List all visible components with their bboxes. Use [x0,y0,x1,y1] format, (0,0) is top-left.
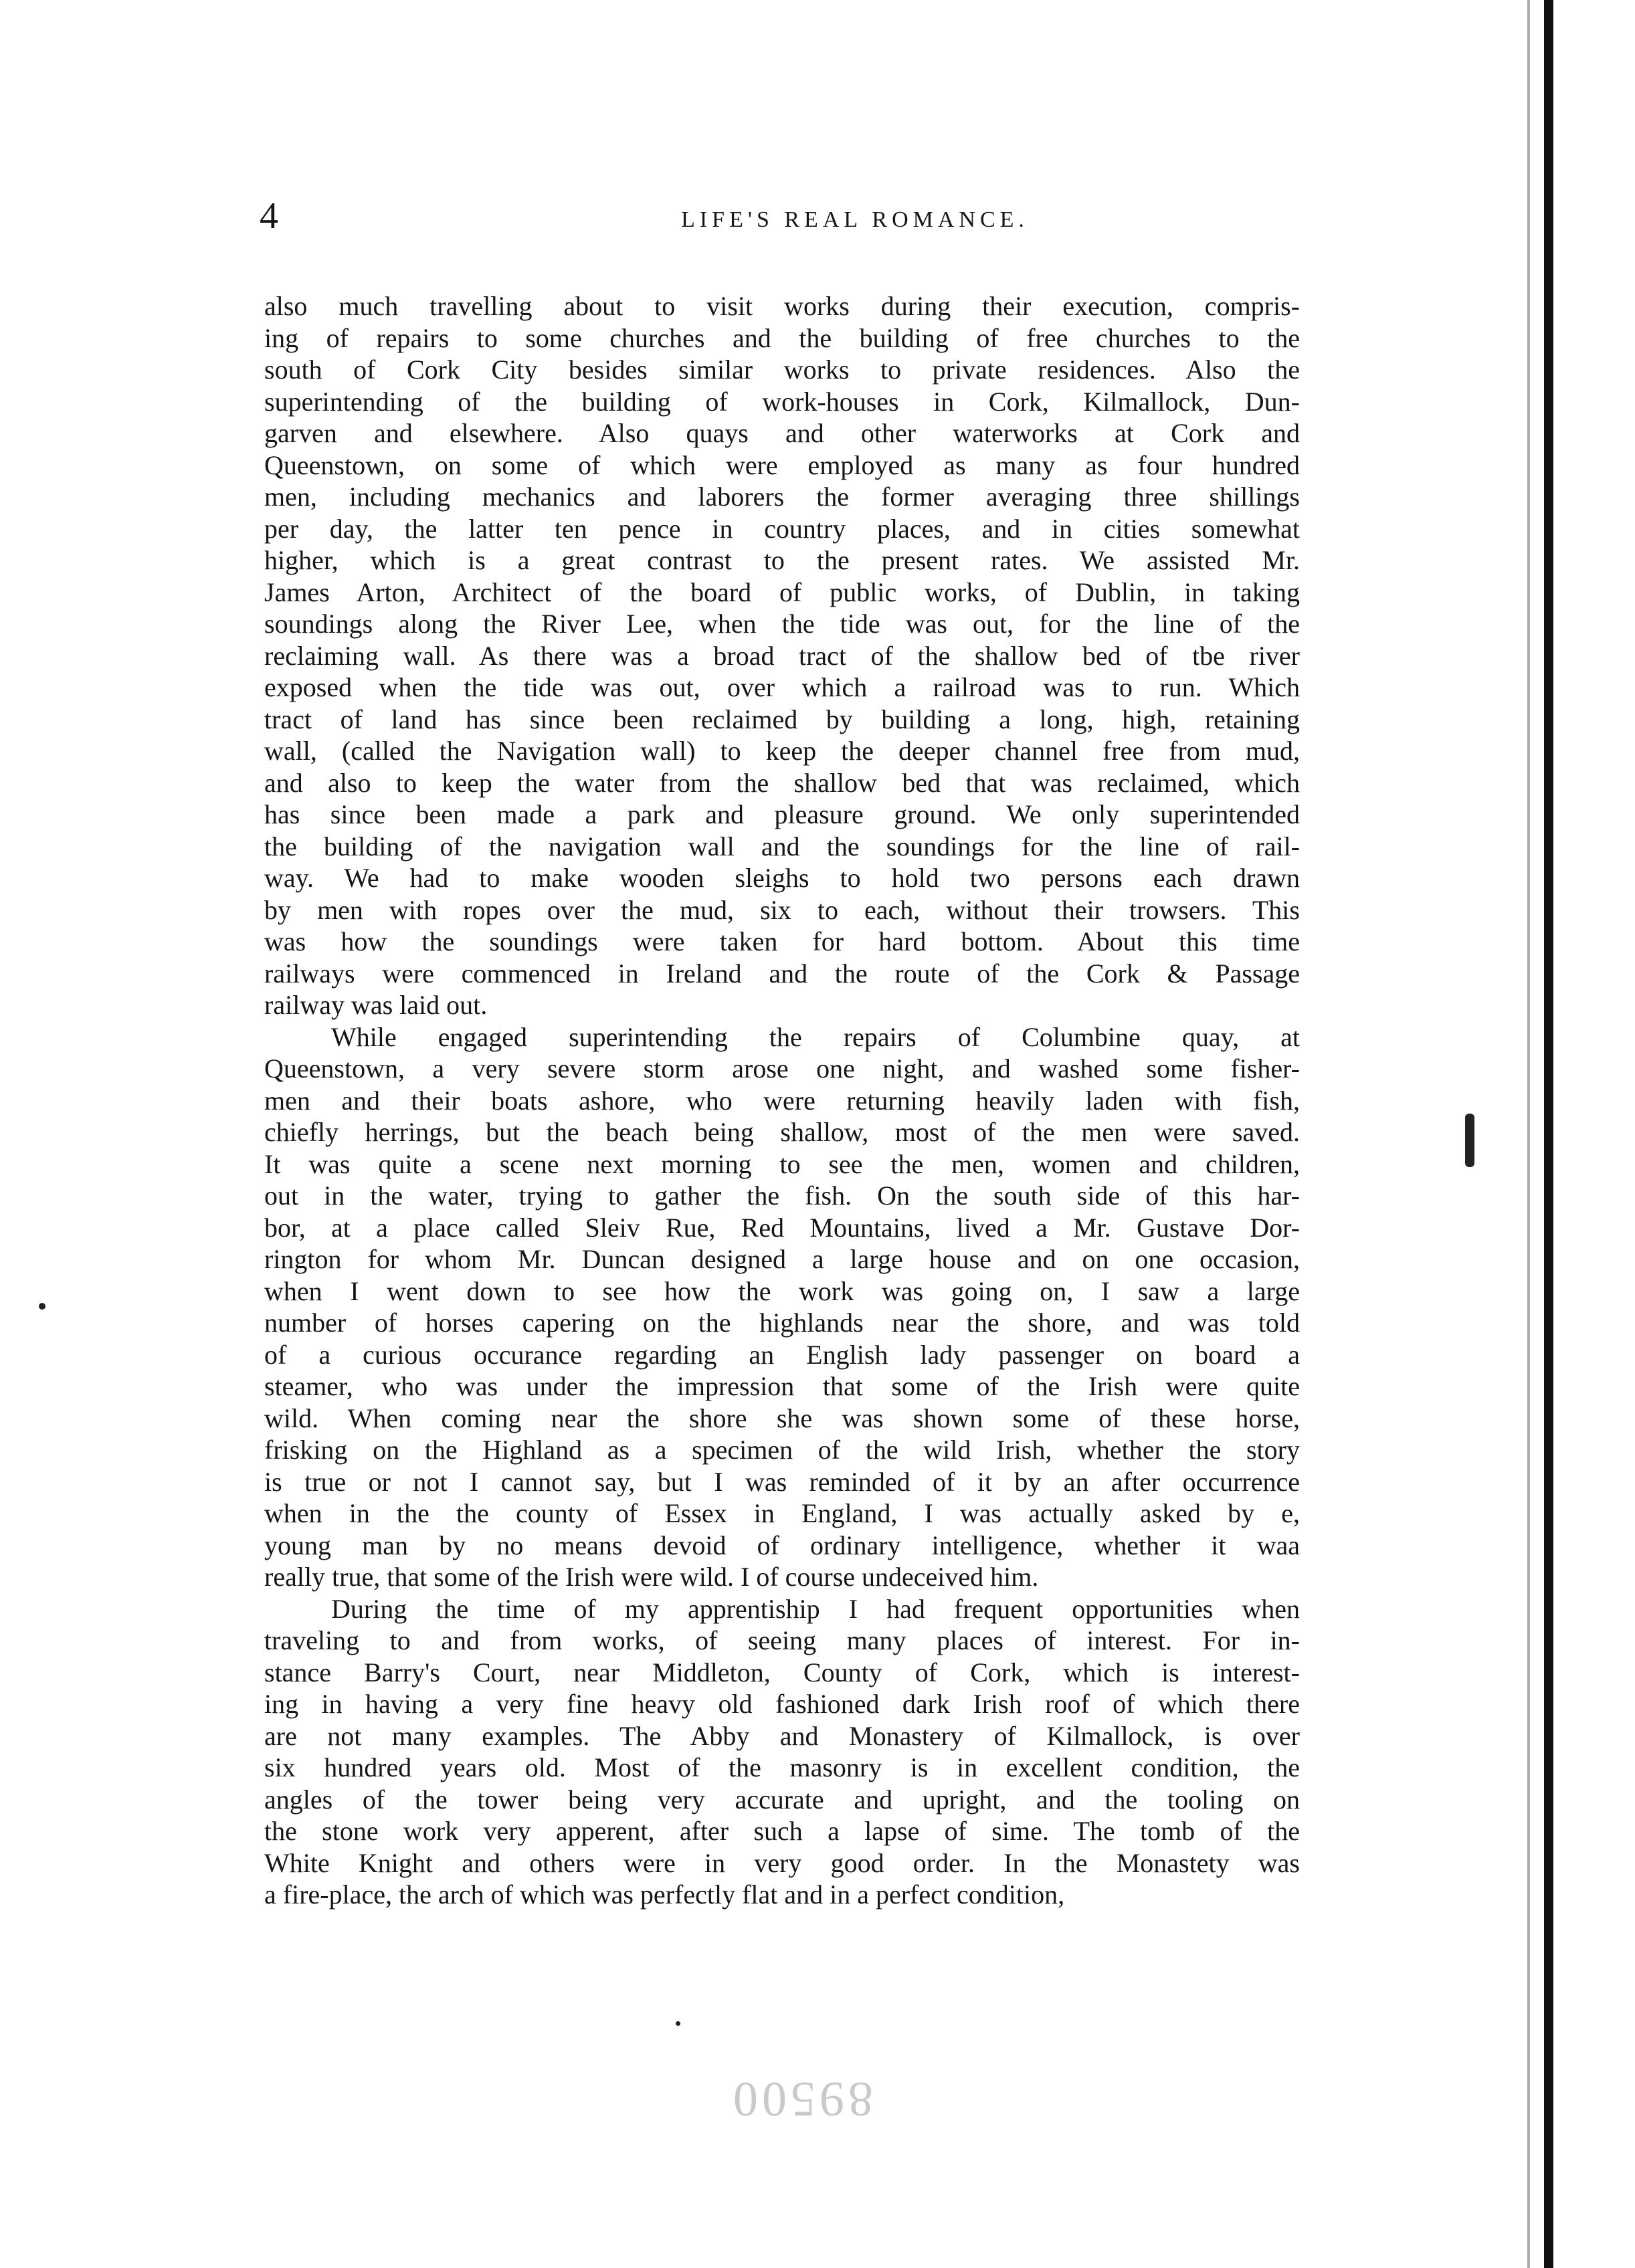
text-line: the building of the navigation wall and the soundings for the line of rail- [264,831,1300,861]
text-line: frisking on the Highland as a specimen of the wild Irish, whether the story [264,1435,1300,1465]
text-line: angles of the tower being very accurate and upright, and the tooling on [264,1784,1300,1815]
paragraph [264,290,1300,1021]
text-line: stance Barry's Court, near Middleton, County of Cork, which is interest- [264,1657,1300,1687]
text-line: exposed when the tide was out, over which a railroad was to run. Which [264,672,1300,702]
text-line: when in the the county of Essex in England, I was actually asked by e, [264,1498,1300,1528]
text-line: superintending of the building of work-houses in Cork, Kilmallock, Dun- [264,386,1300,417]
text-line: During the time of my apprentiship I had frequent opportunities when [331,1593,1300,1624]
text-line: per day, the latter ten pence in country places, and in cities somewhat [264,513,1300,544]
text-line: men, including mechanics and laborers the former averaging three shillings [264,482,1300,512]
text-line: when I went down to see how the work was going on, I saw a large [264,1275,1300,1306]
text-line: wall, (called the Navigation wall) to keep the deeper channel free from mud, [264,736,1300,766]
text-line: was how the soundings were taken for hard bottom. About this time [264,926,1300,956]
margin-speck [39,1303,45,1310]
text-line: number of horses capering on the highlands near the shore, and was told [264,1308,1300,1338]
text-line: Queenstown, on some of which were employed as many as four hundred [264,449,1300,480]
text-line: wild. When coming near the shore she was shown some of these horse, [264,1403,1300,1433]
text-line: James Arton, Architect of the board of public works, of Dublin, in taking [264,577,1300,607]
page-number: 4 [260,195,278,237]
text-line: out in the water, trying to gather the fish. On the south side of this har- [264,1180,1300,1211]
text-line: bor, at a place called Sleiv Rue, Red Mountains, lived a Mr. Gustave Dor- [264,1212,1300,1243]
text-line: ing in having a very fine heavy old fashioned dark Irish roof of which there [264,1689,1300,1719]
binding-edge [1544,0,1553,2268]
text-line: six hundred years old. Most of the masonry is in excellent condition, the [264,1752,1300,1782]
library-stamp: 89500 [729,2071,873,2126]
binding-shadow [1527,0,1530,2268]
text-line: railways were commenced in Ireland and the route of the Cork & Passage [264,958,1300,989]
text-line: soundings along the River Lee, when the tide was out, for the line of the [264,609,1300,639]
text-line: a fire-place, the arch of which was perfectly flat and in a perfect condition, [264,1879,1065,1910]
running-head: LIFE'S REAL ROMANCE. [681,207,1029,232]
text-line: way. We had to make wooden sleighs to hold two persons each drawn [264,863,1300,893]
text-line: tract of land has since been reclaimed by building a long, high, retaining [264,704,1300,734]
text-line: It was quite a scene next morning to see the men, women and children, [264,1148,1300,1179]
paragraph [264,1593,1300,1911]
body-text [264,290,1300,1911]
text-line: south of Cork City besides similar works to private residences. Also the [264,354,1300,385]
text-line: is true or not I cannot say, but I was reminded of it by an after occurrence [264,1466,1300,1497]
paragraph [264,1021,1300,1593]
margin-speck [676,2021,680,2026]
text-line: really true, that some of the Irish were wild. I of course undeceived him. [264,1562,1039,1592]
text-line: steamer, who was under the impression that some of the Irish were quite [264,1371,1300,1401]
text-line: traveling to and from works, of seeing many places of interest. For in- [264,1625,1300,1655]
text-line: and also to keep the water from the shallow bed that was reclaimed, which [264,767,1300,798]
text-line: higher, which is a great contrast to the present rates. We assisted Mr. [264,545,1300,575]
page-header [260,193,1397,239]
text-line: White Knight and others were in very good order. In the Monastety was [264,1847,1300,1878]
text-line: garven and elsewhere. Also quays and other waterworks at Cork and [264,418,1300,448]
text-line: While engaged superintending the repairs of Columbine quay, at [331,1021,1300,1052]
text-line: also much travelling about to visit works during their execution, compris- [264,291,1300,321]
text-line: chiefly herrings, but the beach being shallow, most of the men were saved. [264,1117,1300,1147]
text-line: rington for whom Mr. Duncan designed a large house and on one occasion, [264,1244,1300,1274]
text-line: ing of repairs to some churches and the building of free churches to the [264,322,1300,353]
text-line: has since been made a park and pleasure ground. We only superintended [264,799,1300,829]
text-line: the stone work very apperent, after such a lapse of sime. The tomb of the [264,1816,1300,1846]
text-line: are not many examples. The Abby and Monastery of Kilmallock, is over [264,1720,1300,1751]
text-line: young man by no means devoid of ordinary intelligence, whether it waa [264,1530,1300,1560]
ink-mark [1465,1114,1474,1167]
text-line: men and their boats ashore, who were returning heavily laden with fish, [264,1085,1300,1116]
text-line: by men with ropes over the mud, six to each, without their trowsers. This [264,894,1300,925]
text-line: Queenstown, a very severe storm arose one night, and washed some fisher- [264,1053,1300,1084]
text-line: railway was laid out. [264,990,488,1020]
text-line: of a curious occurance regarding an English lady passenger on board a [264,1339,1300,1370]
text-line: reclaiming wall. As there was a broad tract of the shallow bed of tbe river [264,640,1300,671]
